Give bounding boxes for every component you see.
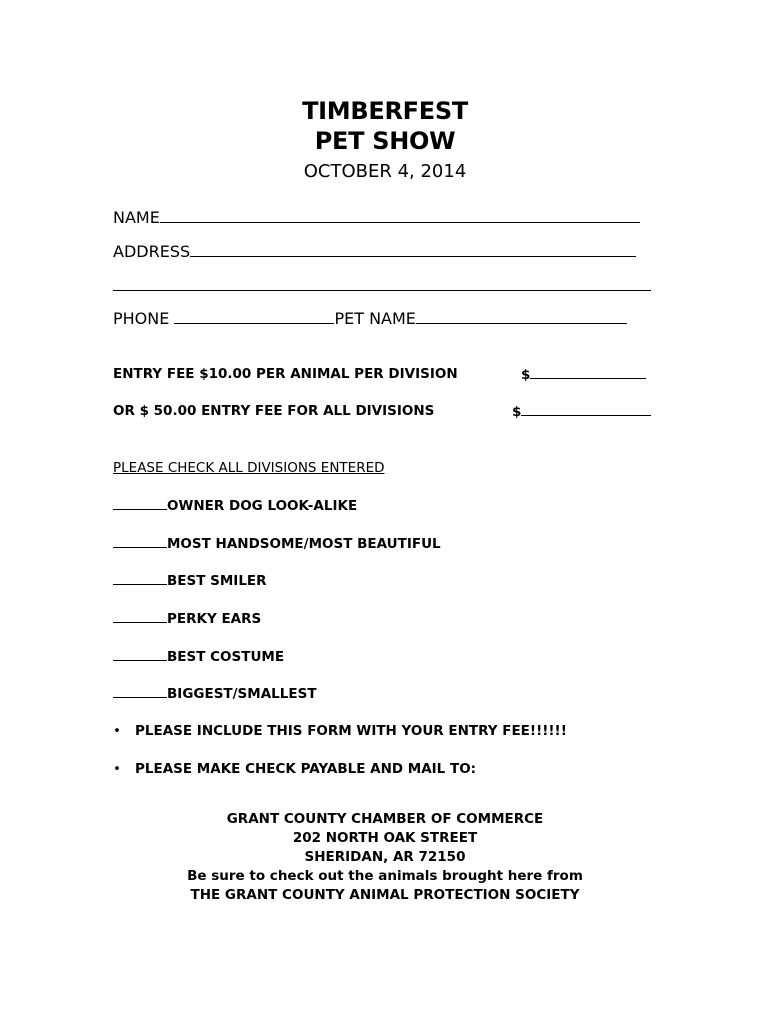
address-note: Be sure to check out the animals brought here from (187, 868, 583, 884)
divisions-instructions: PLEASE CHECK ALL DIVISIONS ENTERED (113, 460, 385, 476)
bullet-text: PLEASE INCLUDE THIS FORM WITH YOUR ENTRY FEE!!!!!! (135, 723, 567, 739)
division-checkbox-line[interactable] (113, 647, 167, 661)
name-label: NAME (113, 208, 160, 227)
fee-all-divisions-row (113, 402, 434, 420)
fee-all-divisions-text: OR $ 50.00 ENTRY FEE FOR ALL DIVISIONS (113, 403, 435, 419)
phone-petname-row (113, 307, 627, 330)
division-item[interactable] (113, 571, 267, 590)
division-item[interactable] (113, 609, 261, 628)
division-label: BEST SMILER (167, 573, 267, 589)
address-second-line[interactable] (113, 290, 651, 291)
fee-all-divisions-blank[interactable] (521, 402, 651, 416)
division-checkbox-line[interactable] (113, 571, 167, 585)
address-line: 202 NORTH OAK STREET (292, 830, 478, 846)
bullet-item (113, 760, 476, 778)
fee-all-divisions-amount[interactable] (512, 402, 651, 421)
dollar-sign: $ (512, 404, 522, 420)
event-date: OCTOBER 4, 2014 (303, 161, 467, 182)
address-blank-line[interactable] (190, 240, 636, 257)
dollar-sign: $ (521, 367, 531, 383)
division-item[interactable] (113, 496, 357, 515)
division-item[interactable] (113, 684, 317, 703)
form-title-line1: TIMBERFEST (302, 97, 468, 125)
phone-label: PHONE (113, 309, 170, 328)
address-note: THE GRANT COUNTY ANIMAL PROTECTION SOCIETY (190, 887, 580, 903)
division-item[interactable] (113, 647, 284, 666)
division-label: BEST COSTUME (167, 649, 285, 665)
name-blank-line[interactable] (160, 206, 640, 223)
bullet-dot-icon: • (113, 723, 121, 739)
name-field[interactable] (113, 206, 640, 229)
phone-blank-line[interactable] (174, 307, 334, 324)
division-checkbox-line[interactable] (113, 496, 167, 510)
address-field[interactable] (113, 240, 636, 263)
address-line: GRANT COUNTY CHAMBER OF COMMERCE (226, 811, 544, 827)
bullet-text: PLEASE MAKE CHECK PAYABLE AND MAIL TO: (135, 761, 477, 777)
division-label: MOST HANDSOME/MOST BEAUTIFUL (167, 536, 441, 552)
division-checkbox-line[interactable] (113, 684, 167, 698)
division-label: OWNER DOG LOOK-ALIKE (167, 498, 358, 514)
mailing-address (0, 810, 770, 905)
division-label: PERKY EARS (167, 611, 262, 627)
address-label: ADDRESS (113, 242, 191, 261)
bullet-item (113, 722, 567, 740)
division-item[interactable] (113, 534, 441, 553)
fee-per-division-amount[interactable] (521, 365, 646, 384)
pet-name-label: PET NAME (334, 309, 416, 328)
fee-per-division-row (113, 365, 458, 383)
form-title-line2: PET SHOW (314, 127, 456, 155)
fee-per-division-text: ENTRY FEE $10.00 PER ANIMAL PER DIVISION (113, 366, 458, 382)
pet-name-blank-line[interactable] (416, 307, 627, 324)
division-checkbox-line[interactable] (113, 534, 167, 548)
division-label: BIGGEST/SMALLEST (167, 686, 317, 702)
address-line: SHERIDAN, AR 72150 (304, 849, 466, 865)
division-checkbox-line[interactable] (113, 609, 167, 623)
bullet-dot-icon: • (113, 761, 121, 777)
fee-per-division-blank[interactable] (530, 365, 646, 379)
